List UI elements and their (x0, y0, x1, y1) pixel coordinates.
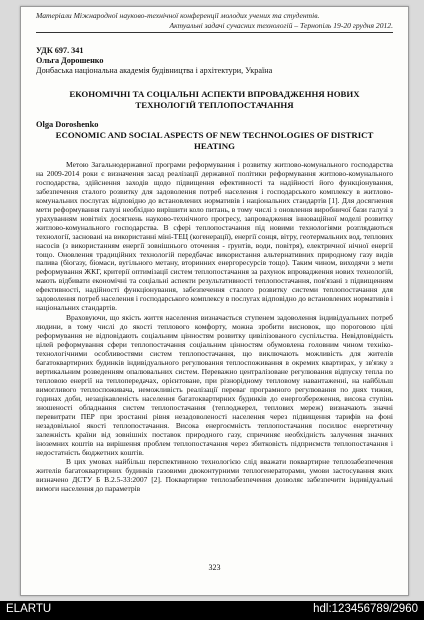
title-en-line2: HEATING (194, 140, 235, 151)
title-ua-line1: ЕКОНОМІЧНІ ТА СОЦІАЛЬНІ АСПЕКТИ ВПРОВАДЖЕННЯ НОВИХ (69, 89, 360, 99)
running-header (36, 11, 393, 33)
title-ua (36, 89, 393, 110)
document-page (20, 6, 409, 596)
paragraph-1: Метою Загальнодержавної програми реформування і розвитку житлово-комунального господарства на 2009-2014 роки є визначення засад реалізації державної політики реформування житлово-комунального господарства, здійснення заходів щодо підвищення ефективності та надійності його функціонування, забезпечення сталого розвитку для задоволення потреб населення і господарського комплексу в житлово-комунальних послугах відповідно до встановлених нормативів і національних стандартів [1]. Для досягнення мети реформування галузі необхідно вирішити коло питань, в тому числі з оновлення виробничої бази галузі з урахуванням новітніх досягнень науково-технічного прогресу, запровадження інноваційної моделі розвитку житлово-комунального господарства. В сфері теплопостачання під новими технологіями розглядаються технології, засновані на використанні міні-ТЕЦ (когенерації), енергії сонця, вітру, геотермальних вод, теплових насосів (з використанням енергії зовнішнього оточення - ґрунтів, води, повітря), електричної нічної енергії тощо. Оновлення традиційних технологій передбачає використання альтернативних природному газу видів палива (біогазу, біомаси, вугільного метану, вторинних енергоресурсів тощо). Таким чином, виходячи з мети реформування ЖКГ, критерії оптимізації систем теплопостачання за рахунок впровадження нових технологій, мають відбивати економічні та соціальні аспекти результативності теплопостачання, пов'язані з підвищенням ефективності, надійності функціонування, забезпечення сталого розвитку системи теплопостачання для задоволення потреб населення і господарського комплексу в послугах відповідно до встановлених нормативів і національних стандартів. (36, 160, 393, 313)
repository-name: ELARTU (6, 603, 52, 615)
affiliation: Донбаська національна академія будівництва і архітектури, Україна (36, 66, 273, 76)
header-title-line: Актуальні задачі сучасних технологій – Тернопіль 19-20 грудня 2012. (169, 21, 393, 30)
article-meta (36, 46, 272, 77)
page-number: 323 (208, 563, 221, 572)
header-conference-line: Матеріали Міжнародної науково-технічної конференції молодих учених та студентів. (36, 11, 320, 20)
handle-identifier: hdl:123456789/2960 (313, 603, 418, 615)
udc-code: УДК 697. 341 (36, 46, 84, 55)
header-rule (36, 32, 393, 33)
title-en-line1: ECONOMIC AND SOCIAL ASPECTS OF NEW TECHNOLOGIES OF DISTRICT (55, 130, 374, 140)
title-en (36, 130, 393, 151)
title-ua-line2: ТЕХНОЛОГІЙ ТЕПЛОПОСТАЧАННЯ (135, 99, 294, 110)
paragraph-3: В цих умовах найбільш перспективною технологією слід вважати поквартирне теплозабезпечення жителів багатоквартирних будинків газовими двоконтурними теплогенераторами, умови застосування яких визначено ДСТУ Б В.2.5-33:2007 [2]. Поквартирне теплозабезпечення дозволяє забезпечити індивідуальні вимоги населення до параметрів (36, 457, 393, 494)
author-ua: Ольга Дорошенко (36, 56, 104, 66)
author-en: Olga Doroshenko (36, 120, 99, 129)
article-body (36, 161, 393, 495)
paragraph-2: Враховуючи, що якість життя населення визначається ступенем задоволення індивідуальних потреб людини, в тому числі до якості теплового комфорту, можна зробити висновок, що пороговою цілі реформування не відповідають соціальним цінностям розвитку цивілізованого суспільства. Невідповідність цілей реформування сфери теплопостачання соціальним цінностям обумовлена головним чином техніко-технологічними особливостями систем теплопостачання, що виключають можливість для жителів багатоквартирних будинків індивідуального регулювання теплоспоживання в окремих квартирах, у зв'язку з вертикальним розведенням опалювальних систем. Переважно централізоване регулювання відпуску тепла по тепловою енергії на теплопередачах, орієнтоване, при різнорідному тепловому навантаженні, на найбільш вимогливого теплоспоживача, неможливість реалізації переваг програмного регулювання по днях тижня, годинах доби, незацікавленість населення багатоквартирних будинків до енергозбереження, висока ступінь зношеності обладнання систем теплопостачання (теплоджерел, теплових мереж) визначають значні перевитрати ПЕР при зростанні рівня незадоволеності населення через підвищення тарифів на фоні незадовільної якості теплопостачання. Висока енергоємність теплопостачання посилює енергетичну залежність країни від зовнішніх поставок природного газу, спричиняє необхідність залучення значних іноземних коштів на вирішення проблем теплопостачання через збитковість підприємств теплопостачання і недостатність бюджетних коштів. (36, 313, 393, 457)
footer-bar (0, 601, 424, 620)
